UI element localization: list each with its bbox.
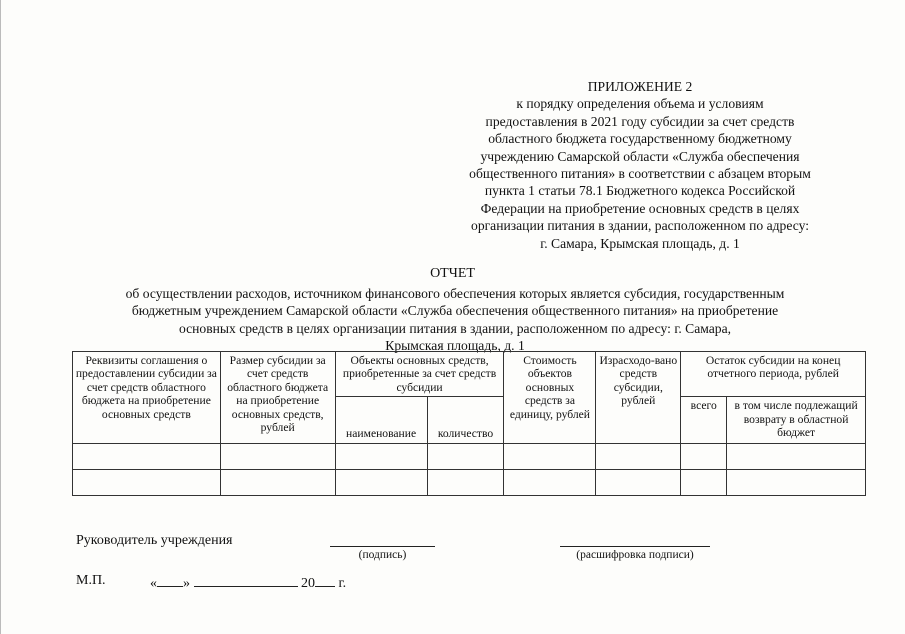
table-cell <box>504 469 596 495</box>
table-cell <box>504 443 596 469</box>
table-cell <box>727 443 866 469</box>
header-remaining: Остаток субсидии на конец отчетного периода, рублей <box>681 352 866 397</box>
header-remaining-total: всего <box>681 397 727 443</box>
appendix-line: Федерации на приобретение основных средств в целях <box>480 200 800 216</box>
table-cell <box>73 443 221 469</box>
table-row <box>73 469 866 495</box>
table-cell <box>427 469 504 495</box>
signature-caption: (подпись) <box>358 549 407 561</box>
year-suffix: г. <box>338 576 347 591</box>
header-asset-name: наименование <box>335 397 427 443</box>
table-cell <box>73 469 221 495</box>
header-agreement-details: Реквизиты соглашения о предоставлении субсидии за счет средств областного бюджета на приобретение основных средств <box>73 352 221 444</box>
table-cell <box>681 443 727 469</box>
date-open-quote: « <box>150 576 157 591</box>
table-cell <box>335 469 427 495</box>
table-cell <box>220 469 335 495</box>
year-prefix: 20 <box>301 576 315 591</box>
stamp-place-label: М.П. <box>76 573 106 588</box>
table-cell <box>596 443 681 469</box>
report-table <box>72 351 866 496</box>
table-cell <box>220 443 335 469</box>
page-edge <box>0 0 1 634</box>
day-blank <box>157 573 183 587</box>
header-unit-cost: Стоимость объектов основных средств за единицу, рублей <box>504 352 596 444</box>
table-cell <box>335 443 427 469</box>
appendix-line: г. Самара, Крымская площадь, д. 1 <box>540 235 740 251</box>
appendix-line: пункта 1 статьи 78.1 Бюджетного кодекса Российской <box>484 183 796 199</box>
date-close-quote: » <box>183 576 190 591</box>
signature-decode-line <box>560 546 710 547</box>
appendix-title: ПРИЛОЖЕНИЕ 2 <box>587 79 693 94</box>
month-blank <box>194 573 298 587</box>
appendix-line: к порядку определения объема и условиям <box>516 96 764 112</box>
appendix-line: общественного питания» в соответствии с абзацем вторым <box>469 166 811 182</box>
report-line: основных средств в целях организации питания в здании, расположенном по адресу: г. Самара, <box>178 320 732 336</box>
signature-decode-caption: (расшифровка подписи) <box>576 549 694 561</box>
report-line: Крымская площадь, д. 1 <box>385 338 525 354</box>
header-asset-quantity: количество <box>427 397 504 443</box>
table-cell <box>681 469 727 495</box>
table-cell <box>596 469 681 495</box>
report-line: об осуществлении расходов, источником финансового обеспечения которых является субсидия, государственным <box>125 286 785 301</box>
signature-line <box>330 546 435 547</box>
header-remaining-return: в том числе подлежащий возврату в областной бюджет <box>727 397 866 443</box>
table-cell <box>427 443 504 469</box>
date-line <box>150 573 346 592</box>
header-subsidy-amount: Размер субсидии за счет средств областного бюджета на приобретение основных средств, рублей <box>220 352 335 444</box>
year-blank <box>315 573 335 587</box>
header-spent: Израсходо-вано средств субсидии, рублей <box>596 352 681 444</box>
appendix-block <box>440 78 840 252</box>
appendix-line: предоставления в 2021 году субсидии за счет средств <box>485 113 795 129</box>
appendix-line: учреждению Самарской области «Служба обеспечения <box>480 148 800 164</box>
table-cell <box>727 469 866 495</box>
appendix-line: организации питания в здании, расположенном по адресу: <box>471 218 809 234</box>
head-of-institution-label: Руководитель учреждения <box>76 533 233 548</box>
report-line: бюджетным учреждением Самарской области «Служба обеспечения общественного питания» на приобретение <box>131 303 779 319</box>
table-row <box>73 443 866 469</box>
appendix-line: областного бюджета государственному бюджетному <box>488 131 792 147</box>
report-subtitle <box>60 285 850 355</box>
report-title: ОТЧЕТ <box>430 266 475 281</box>
header-fixed-assets: Объекты основных средств, приобретенные за счет средств субсидии <box>335 352 504 397</box>
